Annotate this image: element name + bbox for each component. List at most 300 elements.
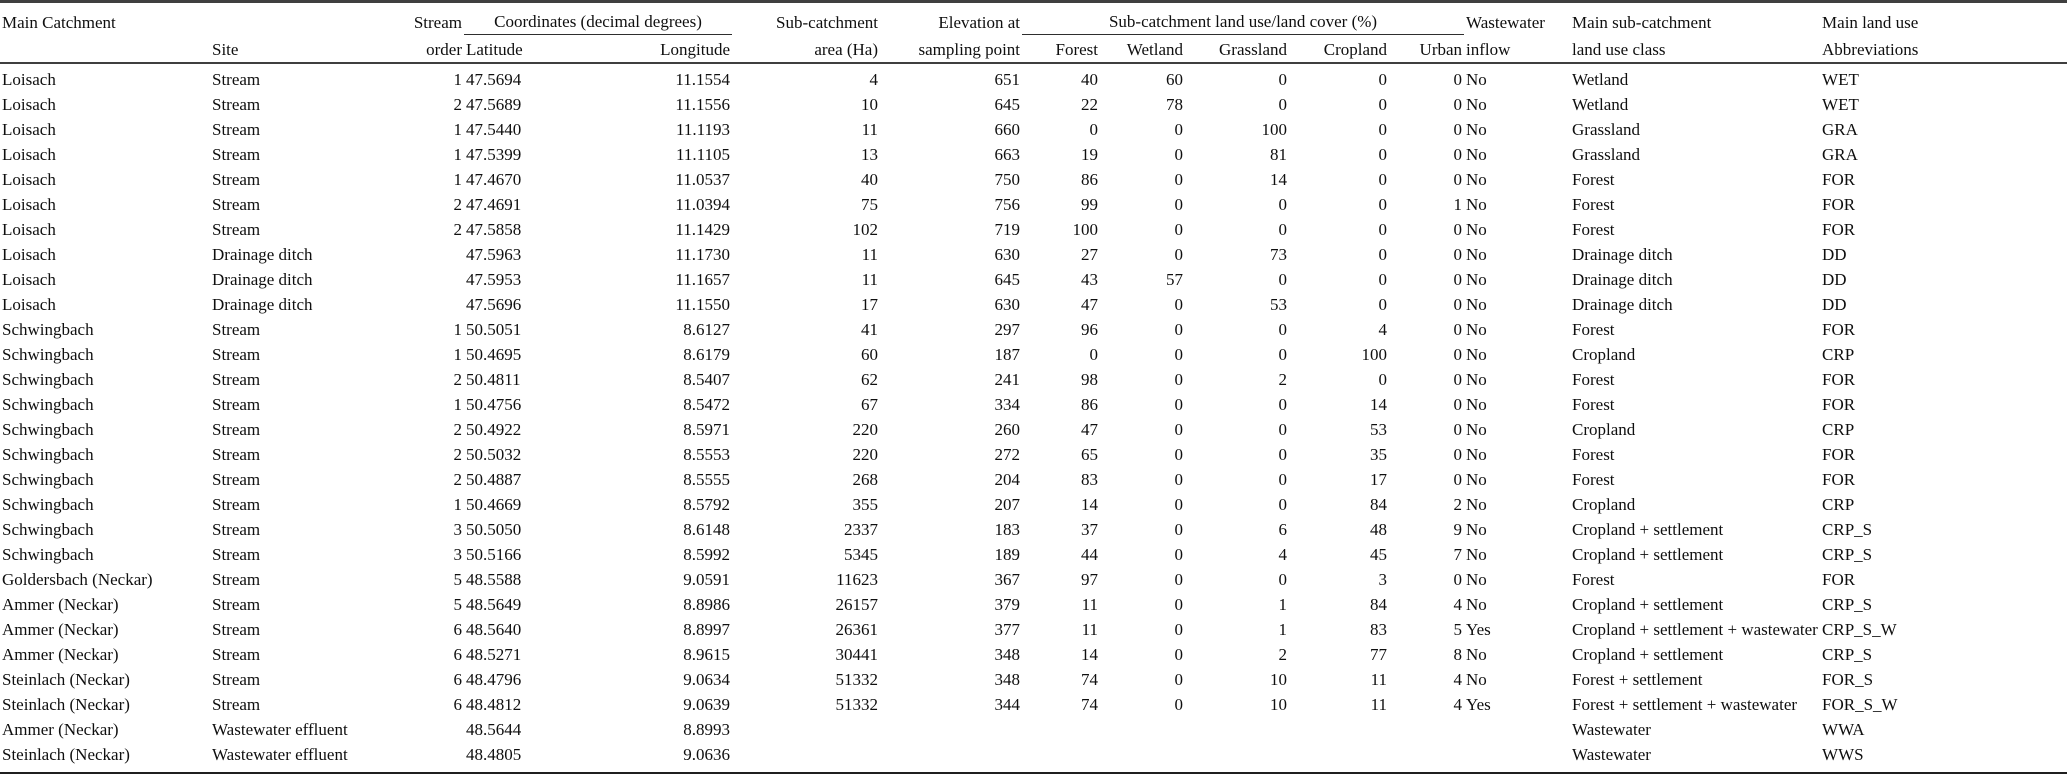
cell-wetland-pct: 0 [1174,419,1184,439]
cell-latitude: 48.5271 [466,644,522,664]
cell-wastewater-inflow: No [1466,369,1487,389]
cell-wastewater-inflow: Yes [1466,619,1491,639]
cell-longitude: 9.0636 [683,744,731,764]
table-row [0,92,2067,117]
cell-wastewater-inflow: No [1466,644,1487,664]
cell-stream-order: 2 [453,219,462,239]
cell-latitude: 50.5051 [466,319,522,339]
cell-abbreviation: FOR [1822,469,1856,489]
cell-grassland-pct: 73 [1270,244,1288,264]
cell-cropland-pct: 0 [1378,169,1388,189]
cell-land-use-class: Wetland [1572,94,1629,114]
cell-abbreviation: CRP_S [1822,594,1873,614]
cell-forest-pct: 43 [1081,269,1099,289]
cell-site: Stream [212,594,261,614]
cell-wastewater-inflow: No [1466,169,1487,189]
cell-urban-pct: 0 [1453,394,1463,414]
cell-elevation: 183 [994,519,1021,539]
cell-subcatchment-area: 4 [869,69,879,89]
cell-latitude: 48.5640 [466,619,522,639]
cell-grassland-pct: 53 [1270,294,1288,314]
cell-abbreviation: FOR [1822,369,1856,389]
cell-land-use-class: Grassland [1572,144,1641,164]
cell-latitude: 47.5399 [466,144,522,164]
cell-abbreviation: CRP [1822,419,1855,439]
cell-stream-order: 1 [453,344,462,364]
col-header-sampling-point: sampling point [880,35,1022,63]
cell-main-catchment: Ammer (Neckar) [2,719,119,739]
cell-abbreviation: CRP_S [1822,644,1873,664]
cell-urban-pct: 4 [1453,669,1463,689]
cell-subcatchment-area: 220 [852,444,879,464]
cell-urban-pct: 0 [1453,144,1463,164]
cell-abbreviation: WET [1822,94,1859,114]
cell-wastewater-inflow [1464,742,1570,767]
cell-forest-pct: 14 [1081,494,1099,514]
table-row [0,317,2067,342]
cell-abbreviation: CRP_S_W [1822,619,1897,639]
cell-urban-pct: 0 [1453,119,1463,139]
cell-land-use-class: Forest [1572,469,1615,489]
cell-wetland-pct: 0 [1174,144,1184,164]
cell-wastewater-inflow: No [1466,444,1487,464]
cell-longitude: 8.5792 [683,494,731,514]
cell-wetland-pct: 0 [1174,594,1184,614]
cell-urban-pct: 0 [1453,369,1463,389]
cell-land-use-class: Cropland + settlement [1572,594,1724,614]
cell-forest-pct: 22 [1081,94,1099,114]
cell-stream-order: 5 [453,594,462,614]
cell-subcatchment-area: 220 [852,419,879,439]
cell-main-catchment: Schwingbach [2,344,94,364]
cell-elevation: 344 [994,694,1021,714]
cell-wetland-pct: 0 [1174,619,1184,639]
cell-land-use-class: Forest [1572,169,1615,189]
cell-cropland-pct: 84 [1370,594,1388,614]
table-row [0,192,2067,217]
cell-site: Stream [212,394,261,414]
cell-wastewater-inflow: No [1466,244,1487,264]
cell-subcatchment-area: 2337 [844,519,879,539]
cell-abbreviation: DD [1822,294,1847,314]
col-header-land-use-class: land use class [1570,35,1820,63]
cell-site: Stream [212,519,261,539]
cell-abbreviation: FOR [1822,194,1856,214]
cell-main-catchment: Schwingbach [2,544,94,564]
cell-main-catchment: Ammer (Neckar) [2,594,119,614]
cell-land-use-class: Drainage ditch [1572,294,1673,314]
cell-site: Drainage ditch [212,244,313,264]
cell-land-use-class: Drainage ditch [1572,244,1673,264]
cell-stream-order: 3 [453,544,462,564]
cell-urban-pct: 9 [1453,519,1463,539]
cell-abbreviation: FOR [1822,444,1856,464]
cell-abbreviation: FOR_S_W [1822,694,1898,714]
cell-longitude: 8.9615 [683,644,731,664]
cell-longitude: 11.1556 [675,94,731,114]
cell-site: Wastewater effluent [212,744,348,764]
cell-subcatchment-area: 11 [861,119,879,139]
table-top-rule [0,0,2067,3]
col-header-abbreviations: Abbreviations [1820,35,2067,63]
table-row [0,242,2067,267]
cell-stream-order: 3 [453,519,462,539]
cell-subcatchment-area: 10 [861,94,879,114]
cell-wastewater-inflow: No [1466,519,1487,539]
cell-stream-order: 1 [453,494,462,514]
cell-latitude: 50.5166 [466,544,522,564]
cell-main-catchment: Schwingbach [2,394,94,414]
table-row [0,492,2067,517]
cell-cropland-pct: 11 [1370,669,1388,689]
cell-main-catchment: Loisach [2,219,56,239]
cell-longitude: 9.0639 [683,694,731,714]
cell-stream-order: 2 [453,194,462,214]
cell-stream-order [392,292,464,317]
cell-urban-pct: 4 [1453,694,1463,714]
cell-main-catchment: Ammer (Neckar) [2,644,119,664]
table-row [0,467,2067,492]
table-row [0,167,2067,192]
cell-urban-pct: 4 [1453,594,1463,614]
cell-urban-pct: 0 [1453,419,1463,439]
cell-urban-pct: 0 [1453,169,1463,189]
col-header-main-catchment: Main Catchment [2,12,116,32]
cell-site: Stream [212,644,261,664]
cell-wetland-pct: 0 [1174,644,1184,664]
group-header-land-use: Sub-catchment land use/land cover (%) [1022,4,1464,35]
cell-grassland-pct: 100 [1261,119,1288,139]
cell-subcatchment-area [732,742,880,767]
cell-latitude: 48.5588 [466,569,522,589]
cell-wetland-pct: 0 [1174,169,1184,189]
cell-wetland-pct: 0 [1174,519,1184,539]
cell-elevation: 645 [994,269,1021,289]
cell-grassland-pct: 0 [1278,194,1288,214]
cell-subcatchment-area [732,717,880,742]
col-header-longitude: Longitude [586,35,732,63]
cell-stream-order: 1 [453,144,462,164]
cell-cropland-pct: 0 [1378,69,1388,89]
cell-latitude: 47.5858 [466,219,522,239]
cell-urban-pct: 1 [1453,194,1463,214]
cell-site: Stream [212,219,261,239]
cell-elevation: 750 [994,169,1021,189]
cell-grassland-pct: 0 [1278,569,1288,589]
cell-wastewater-inflow: No [1466,594,1487,614]
cell-forest-pct [1022,742,1100,767]
cell-stream-order: 1 [453,169,462,189]
cell-longitude: 8.5553 [683,444,731,464]
table-row [0,642,2067,667]
cell-latitude: 48.5644 [466,719,522,739]
cell-wastewater-inflow: No [1466,469,1487,489]
cell-subcatchment-area: 67 [861,394,879,414]
cell-urban-pct: 0 [1453,94,1463,114]
cell-longitude: 11.1554 [675,69,731,89]
cell-subcatchment-area: 30441 [835,644,879,664]
cell-forest-pct: 86 [1081,169,1099,189]
cell-grassland-pct: 1 [1278,619,1288,639]
header-row-bottom [0,35,2067,63]
cell-longitude: 9.0591 [683,569,731,589]
cell-subcatchment-area: 102 [852,219,879,239]
col-header-main-subcatchment: Main sub-catchment [1572,12,1712,32]
cell-elevation: 630 [994,244,1021,264]
cell-latitude: 50.4887 [466,469,522,489]
cell-wetland-pct: 0 [1174,294,1184,314]
cell-wastewater-inflow: No [1466,394,1487,414]
cell-wetland-pct: 0 [1174,344,1184,364]
cell-latitude: 48.4796 [466,669,522,689]
cell-elevation: 241 [994,369,1021,389]
cell-forest-pct: 98 [1081,369,1099,389]
cell-wastewater-inflow: No [1466,69,1487,89]
cell-land-use-class: Grassland [1572,119,1641,139]
cell-cropland-pct: 14 [1370,394,1388,414]
cell-elevation: 377 [994,619,1021,639]
cell-site: Stream [212,344,261,364]
cell-forest-pct: 83 [1081,469,1099,489]
cell-subcatchment-area: 51332 [835,694,879,714]
table-row [0,217,2067,242]
cell-wastewater-inflow: No [1466,319,1487,339]
cell-cropland-pct: 0 [1378,219,1388,239]
cell-abbreviation: FOR [1822,569,1856,589]
cell-abbreviation: GRA [1822,144,1858,164]
cell-grassland-pct: 81 [1270,144,1288,164]
cell-longitude: 8.5992 [683,544,731,564]
cell-abbreviation: GRA [1822,119,1858,139]
cell-wetland-pct: 0 [1174,569,1184,589]
cell-main-catchment: Schwingbach [2,319,94,339]
cell-subcatchment-area: 11 [861,269,879,289]
cell-main-catchment: Steinlach (Neckar) [2,694,130,714]
cell-subcatchment-area: 17 [861,294,879,314]
cell-cropland-pct: 84 [1370,494,1388,514]
cell-wastewater-inflow: Yes [1466,694,1491,714]
cell-site: Stream [212,69,261,89]
cell-cropland-pct: 0 [1378,94,1388,114]
cell-subcatchment-area: 41 [861,319,879,339]
cell-longitude: 11.0537 [675,169,731,189]
cell-wastewater-inflow: No [1466,494,1487,514]
cell-site: Stream [212,169,261,189]
cell-wetland-pct [1100,742,1185,767]
cell-stream-order: 2 [453,94,462,114]
cell-grassland-pct: 0 [1278,94,1288,114]
cell-land-use-class: Cropland [1572,494,1636,514]
cell-abbreviation: CRP_S [1822,519,1873,539]
cell-forest-pct: 19 [1081,144,1099,164]
cell-land-use-class: Cropland [1572,419,1636,439]
cell-subcatchment-area: 13 [861,144,879,164]
cell-wastewater-inflow: No [1466,344,1487,364]
cell-latitude: 50.4756 [466,394,522,414]
cell-cropland-pct: 0 [1378,144,1388,164]
cell-stream-order [392,742,464,767]
cell-longitude: 11.0394 [675,194,731,214]
cell-grassland-pct: 0 [1278,219,1288,239]
cell-grassland-pct: 6 [1278,519,1288,539]
cell-subcatchment-area: 5345 [844,544,879,564]
cell-wastewater-inflow: No [1466,669,1487,689]
cell-forest-pct: 0 [1089,344,1099,364]
cell-land-use-class: Forest [1572,219,1615,239]
cell-site: Drainage ditch [212,294,313,314]
cell-stream-order: 1 [453,394,462,414]
cell-main-catchment: Loisach [2,294,56,314]
table-row [0,617,2067,642]
col-header-area-ha: area (Ha) [732,35,880,63]
col-header-cropland: Cropland [1289,35,1389,63]
cell-stream-order: 1 [453,69,462,89]
cell-main-catchment: Loisach [2,269,56,289]
cell-longitude: 8.6179 [683,344,731,364]
cell-latitude: 50.5050 [466,519,522,539]
cell-elevation: 187 [994,344,1021,364]
cell-land-use-class: Forest [1572,569,1615,589]
cell-land-use-class: Wetland [1572,69,1629,89]
cell-urban-pct: 0 [1453,344,1463,364]
cell-wastewater-inflow: No [1466,569,1487,589]
table-row [0,742,2067,767]
table-row [0,717,2067,742]
cell-land-use-class: Cropland + settlement + wastewater [1572,619,1818,639]
cell-urban-pct: 8 [1453,644,1463,664]
cell-wetland-pct: 57 [1166,269,1184,289]
cell-subcatchment-area: 26361 [835,619,879,639]
col-header-subcatchment: Sub-catchment [776,12,879,32]
cell-subcatchment-area: 75 [861,194,879,214]
cell-site: Stream [212,144,261,164]
cell-abbreviation: FOR [1822,169,1856,189]
table-row [0,292,2067,317]
cell-elevation: 348 [994,644,1021,664]
cell-urban-pct: 0 [1453,294,1463,314]
cell-grassland-pct: 0 [1278,69,1288,89]
cell-forest-pct: 47 [1081,294,1099,314]
cell-elevation: 630 [994,294,1021,314]
cell-cropland-pct [1289,742,1389,767]
cell-grassland-pct [1185,742,1289,767]
cell-elevation: 272 [994,444,1021,464]
cell-forest-pct [1022,717,1100,742]
cell-elevation: 334 [994,394,1021,414]
cell-land-use-class: Wastewater [1572,744,1651,764]
cell-elevation: 367 [994,569,1021,589]
cell-longitude: 9.0634 [683,669,731,689]
cell-elevation: 297 [994,319,1021,339]
cell-longitude: 11.1105 [676,144,731,164]
cell-main-catchment: Loisach [2,194,56,214]
cell-elevation: 756 [994,194,1021,214]
col-header-urban: Urban [1389,35,1464,63]
cell-forest-pct: 0 [1089,119,1099,139]
cell-cropland-pct [1289,717,1389,742]
cell-cropland-pct: 83 [1370,619,1388,639]
cell-cropland-pct: 100 [1361,344,1388,364]
table-row [0,567,2067,592]
cell-forest-pct: 44 [1081,544,1099,564]
col-header-forest: Forest [1022,35,1100,63]
cell-main-catchment: Loisach [2,69,56,89]
cell-forest-pct: 74 [1081,669,1099,689]
cell-cropland-pct: 77 [1370,644,1388,664]
col-header-wastewater: Wastewater [1466,12,1545,32]
cell-main-catchment: Goldersbach (Neckar) [2,569,153,589]
cell-stream-order: 2 [453,419,462,439]
cell-grassland-pct: 0 [1278,419,1288,439]
table-row [0,692,2067,717]
cell-cropland-pct: 11 [1370,694,1388,714]
cell-forest-pct: 74 [1081,694,1099,714]
cell-grassland-pct: 0 [1278,344,1288,364]
table-row [0,117,2067,142]
cell-wastewater-inflow: No [1466,419,1487,439]
cell-elevation: 719 [994,219,1021,239]
table-row [0,417,2067,442]
cell-longitude: 8.5971 [683,419,731,439]
cell-wetland-pct: 0 [1174,369,1184,389]
cell-latitude: 48.4805 [466,744,522,764]
cell-stream-order [392,242,464,267]
cell-wastewater-inflow: No [1466,144,1487,164]
cell-latitude: 47.4691 [466,194,522,214]
cell-grassland-pct: 2 [1278,644,1288,664]
cell-latitude: 47.5440 [466,119,522,139]
cell-longitude: 8.5555 [683,469,731,489]
cell-abbreviation: DD [1822,269,1847,289]
cell-subcatchment-area: 51332 [835,669,879,689]
cell-wetland-pct: 60 [1166,69,1184,89]
cell-land-use-class: Cropland + settlement [1572,544,1724,564]
cell-urban-pct: 0 [1453,219,1463,239]
cell-urban-pct: 0 [1453,319,1463,339]
cell-main-catchment: Loisach [2,169,56,189]
cell-grassland-pct: 0 [1278,469,1288,489]
cell-cropland-pct: 53 [1370,419,1388,439]
cell-longitude: 11.1657 [675,269,731,289]
cell-stream-order: 2 [453,369,462,389]
cell-land-use-class: Cropland [1572,344,1636,364]
cell-main-catchment: Schwingbach [2,494,94,514]
cell-forest-pct: 99 [1081,194,1099,214]
cell-wetland-pct: 0 [1174,119,1184,139]
cell-land-use-class: Forest [1572,194,1615,214]
cell-main-catchment: Schwingbach [2,444,94,464]
cell-forest-pct: 86 [1081,394,1099,414]
cell-forest-pct: 40 [1081,69,1099,89]
col-header-site: Site [210,35,392,63]
cell-site: Wastewater effluent [212,719,348,739]
cell-main-catchment: Schwingbach [2,369,94,389]
cell-wetland-pct: 0 [1174,444,1184,464]
cell-latitude: 47.5694 [466,69,522,89]
cell-site: Stream [212,119,261,139]
cell-forest-pct: 14 [1081,644,1099,664]
cell-main-catchment: Schwingbach [2,519,94,539]
cell-latitude: 50.4695 [466,344,522,364]
cell-land-use-class: Cropland + settlement [1572,519,1724,539]
cell-wastewater-inflow [1464,717,1570,742]
cell-elevation: 660 [994,119,1021,139]
cell-stream-order [392,267,464,292]
table-row [0,667,2067,692]
table-row [0,592,2067,617]
cell-stream-order: 1 [453,319,462,339]
cell-land-use-class: Forest + settlement [1572,669,1703,689]
